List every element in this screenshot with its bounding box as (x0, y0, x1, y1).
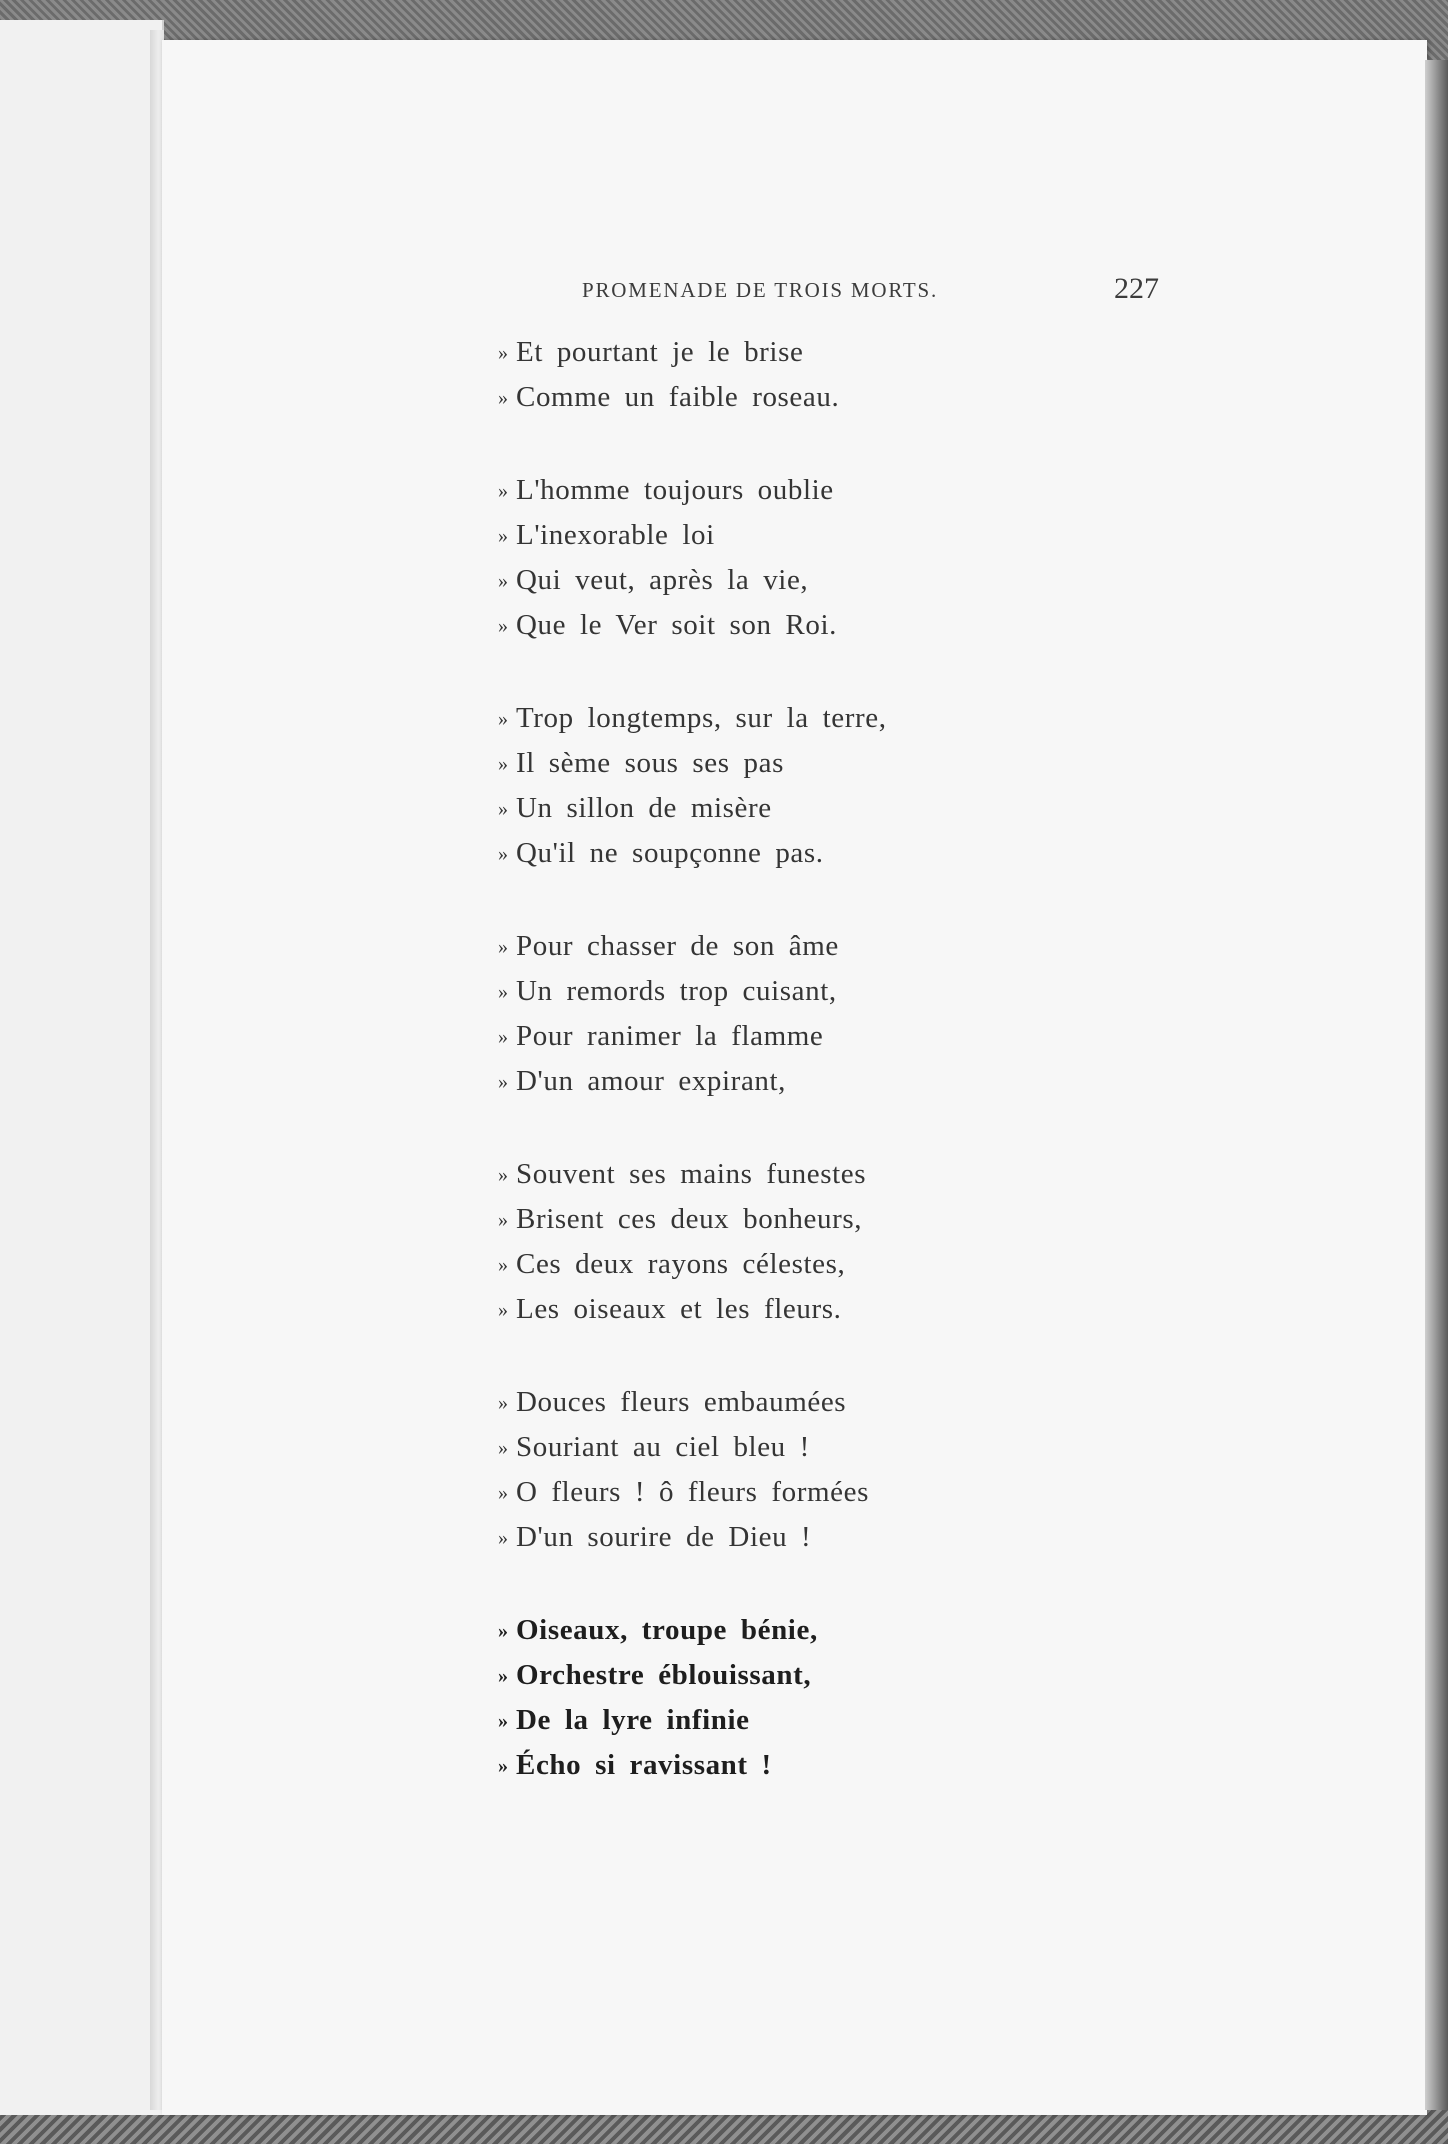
line-text: Souvent ses mains funestes (516, 1158, 867, 1190)
line-text: De la lyre infinie (516, 1704, 750, 1736)
line-text: Douces fleurs embaumées (516, 1386, 847, 1418)
poem-line (498, 513, 1118, 558)
line-text: Que le Ver soit son Roi. (516, 609, 837, 641)
line-text: Pour chasser de son âme (516, 930, 839, 962)
line-text: Orchestre éblouissant, (516, 1659, 812, 1691)
quote-mark: » (498, 570, 509, 592)
quote-mark: » (498, 615, 509, 637)
line-text: L'homme toujours oublie (516, 474, 834, 506)
quote-mark: » (498, 981, 509, 1003)
quote-mark: » (498, 936, 509, 958)
stanza (498, 330, 1118, 420)
line-text: Trop longtemps, sur la terre, (516, 702, 887, 734)
line-text: D'un amour expirant, (516, 1065, 787, 1097)
line-text: Et pourtant je le brise (516, 336, 804, 368)
quote-mark: » (498, 1482, 509, 1504)
line-text: Comme un faible roseau. (516, 381, 840, 413)
poem-line (498, 1608, 1118, 1653)
line-text: Écho si ravissant ! (516, 1749, 772, 1781)
stanza (498, 924, 1118, 1104)
line-text: Les oiseaux et les fleurs. (516, 1293, 842, 1325)
running-title: PROMENADE DE TROIS MORTS. (582, 278, 939, 302)
line-text: Pour ranimer la flamme (516, 1020, 824, 1052)
poem-line (498, 1515, 1118, 1560)
poem-line (498, 1152, 1118, 1197)
poem-line (498, 558, 1118, 603)
stanza (498, 1380, 1118, 1560)
line-text: L'inexorable loi (516, 519, 715, 551)
line-text: D'un sourire de Dieu ! (516, 1521, 812, 1553)
poem-line (498, 603, 1118, 648)
stanza (498, 468, 1118, 648)
quote-mark: » (498, 753, 509, 775)
poem-line (498, 831, 1118, 876)
line-text: Un sillon de misère (516, 792, 772, 824)
line-text: Qui veut, après la vie, (516, 564, 809, 596)
poem-line (498, 1059, 1118, 1104)
line-text: Souriant au ciel bleu ! (516, 1431, 810, 1463)
poem-line (498, 375, 1118, 420)
quote-mark: » (498, 1665, 509, 1687)
stanza (498, 1152, 1118, 1332)
poem-line (498, 1197, 1118, 1242)
poem-line (498, 969, 1118, 1014)
poem-line (498, 1242, 1118, 1287)
poem-line (498, 1653, 1118, 1698)
quote-mark: » (498, 1209, 509, 1231)
quote-mark: » (498, 1710, 509, 1732)
line-text: Brisent ces deux bonheurs, (516, 1203, 863, 1235)
poem-line (498, 1425, 1118, 1470)
quote-mark: » (498, 342, 509, 364)
poem-line (498, 1743, 1118, 1788)
poem-line (498, 924, 1118, 969)
left-page (0, 20, 164, 2115)
poem-line (498, 330, 1118, 375)
quote-mark: » (498, 1026, 509, 1048)
page-edge-shadow (1425, 60, 1448, 2110)
quote-mark: » (498, 480, 509, 502)
poem-line (498, 786, 1118, 831)
poem-line (498, 1287, 1118, 1332)
quote-mark: » (498, 1527, 509, 1549)
poem (498, 330, 1118, 1836)
quote-mark: » (498, 1437, 509, 1459)
poem-line (498, 1380, 1118, 1425)
poem-line (498, 468, 1118, 513)
quote-mark: » (498, 798, 509, 820)
poem-line (498, 696, 1118, 741)
stanza (498, 1608, 1118, 1788)
line-text: Oiseaux, troupe bénie, (516, 1614, 818, 1646)
line-text: Qu'il ne soupçonne pas. (516, 837, 824, 869)
quote-mark: » (498, 708, 509, 730)
quote-mark: » (498, 1254, 509, 1276)
line-text: Il sème sous ses pas (516, 747, 784, 779)
poem-line (498, 1470, 1118, 1515)
quote-mark: » (498, 525, 509, 547)
poem-line (498, 741, 1118, 786)
quote-mark: » (498, 1164, 509, 1186)
quote-mark: » (498, 1620, 509, 1642)
quote-mark: » (498, 843, 509, 865)
poem-line (498, 1698, 1118, 1743)
quote-mark: » (498, 1755, 509, 1777)
stanza (498, 696, 1118, 876)
line-text: Ces deux rayons célestes, (516, 1248, 846, 1280)
poem-line (498, 1014, 1118, 1059)
quote-mark: » (498, 1299, 509, 1321)
line-text: Un remords trop cuisant, (516, 975, 837, 1007)
page-number: 227 (1114, 272, 1159, 305)
quote-mark: » (498, 1071, 509, 1093)
quote-mark: » (498, 1392, 509, 1414)
quote-mark: » (498, 387, 509, 409)
book-cover-edge (0, 2110, 1448, 2144)
line-text: O fleurs ! ô fleurs formées (516, 1476, 870, 1508)
